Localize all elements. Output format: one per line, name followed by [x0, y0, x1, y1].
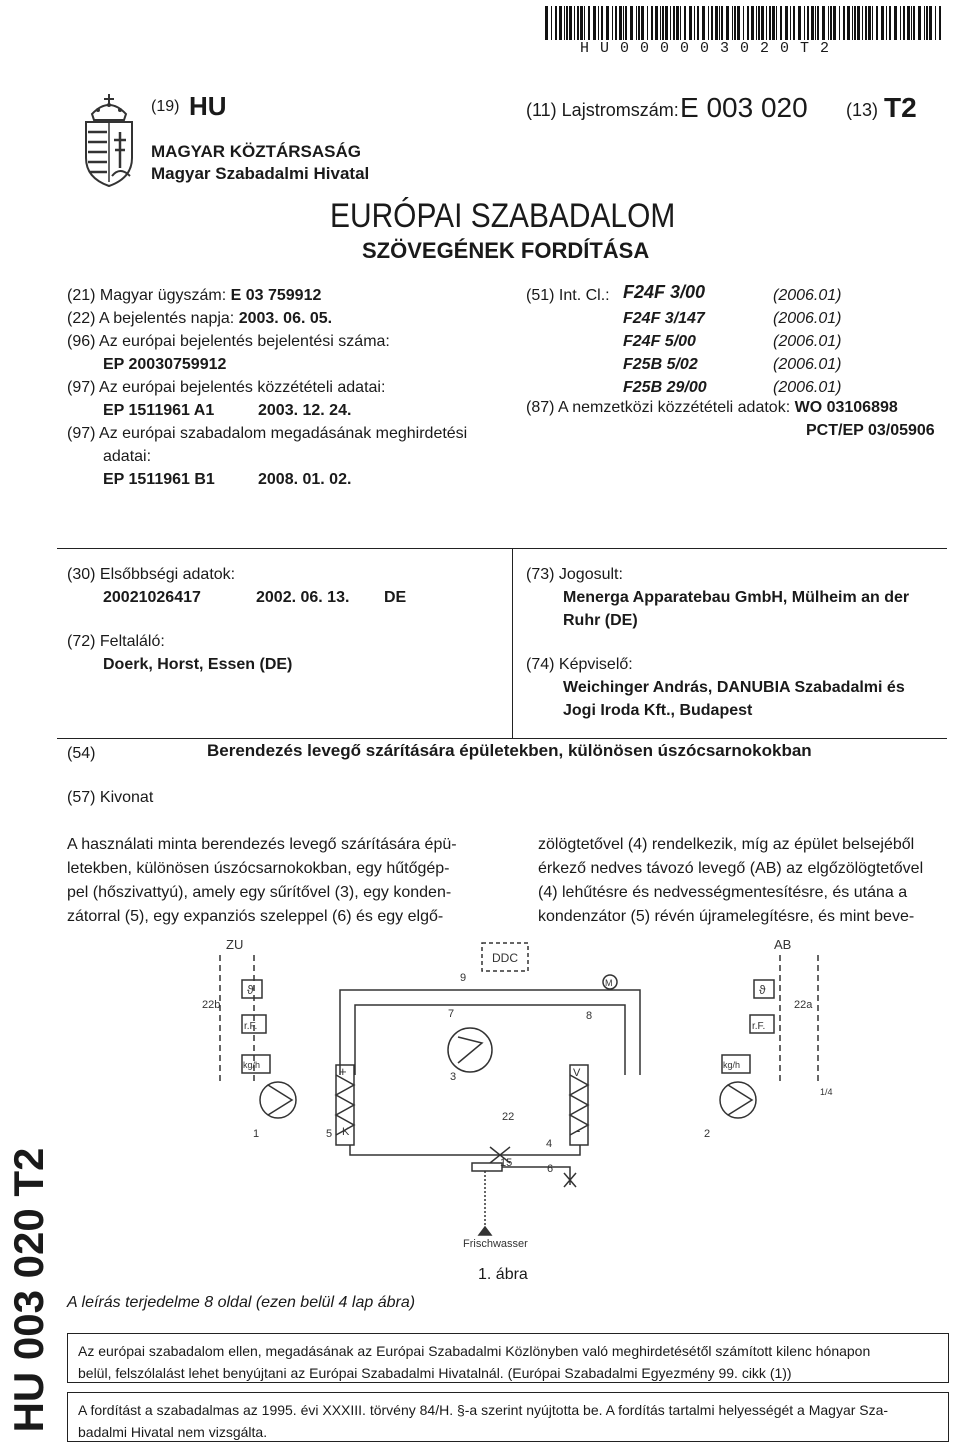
figure-label-ab: AB	[774, 937, 792, 952]
fan-symbol	[268, 1085, 292, 1115]
barcode-bar	[623, 6, 624, 40]
registration-number: E 003 020	[680, 92, 808, 123]
barcode-bar	[555, 6, 557, 40]
barcode-bar	[929, 6, 932, 40]
ipc-code: F24F 5/00	[623, 333, 696, 350]
sensor-symbol: ϑ	[247, 983, 254, 997]
barcode-bar	[734, 6, 736, 40]
barcode-bar	[612, 6, 613, 40]
notice-line: A fordítást a szabadalmas az 1995. évi XXXIII. törvény 84/H. §-a szerint nyújtotta be. A fordítás tartalmi helyességét a Magyar Sza-	[78, 1402, 889, 1418]
barcode-bar	[747, 6, 749, 40]
abstract-line: A használati minta berendezés levegő szárítására épü-	[67, 836, 457, 853]
barcode-bar	[588, 6, 590, 40]
evaporator-letter: V	[573, 1067, 581, 1079]
barcode-bar	[926, 6, 928, 40]
biblio-97a-number: EP 1511961 A1	[103, 402, 215, 419]
label-1: 1	[253, 1128, 260, 1140]
barcode-bar	[939, 6, 941, 40]
abstract-left-column	[67, 833, 501, 929]
barcode-bar	[670, 6, 671, 40]
notice-line: belül, felszólalást lehet benyújtani az Európai Szabadalmi Hivatalnál. (Európai Szabadalmi Egyezmény 99. cikk (1))	[78, 1365, 792, 1381]
sensor-symbol: r.F.	[752, 1021, 766, 1032]
barcode-bar	[689, 6, 692, 40]
ipc-version: (2006.01)	[773, 287, 842, 304]
barcode-bar	[647, 6, 648, 40]
ipc-code: F25B 29/00	[623, 379, 707, 396]
barcode-bar	[732, 6, 733, 40]
barcode-bar	[881, 6, 884, 40]
barcode	[545, 6, 945, 40]
abstract-line: zátorral (5), egy expanziós szeleppel (6) és egy elgő-	[67, 908, 444, 925]
heat-exchanger-icon	[472, 1163, 502, 1171]
registration-label: (11) Lajstromszám:	[526, 100, 679, 120]
coat-of-arms-icon	[80, 92, 138, 188]
exhaust-duct	[780, 955, 818, 1085]
ipc-version: (2006.01)	[773, 356, 842, 373]
representative-value: Weichinger András, DANUBIA Szabadalmi és	[563, 679, 905, 696]
label-22: 22	[502, 1111, 515, 1123]
barcode-bar	[886, 6, 887, 40]
notice-line: Az európai szabadalom ellen, megadásának az Európai Szabadalmi Közlönyben való meghirdetésétől számított kilenc hónapon	[78, 1343, 871, 1359]
flow-label: kg/h	[243, 1060, 261, 1070]
holder-value: Menerga Apparatebau GmbH, Mülheim an der	[563, 589, 910, 606]
barcode-bar	[843, 6, 845, 40]
barcode-bar	[697, 6, 699, 40]
barcode-bar	[918, 6, 921, 40]
barcode-bar	[822, 6, 825, 40]
label-9: 9	[460, 972, 467, 984]
barcode-bar	[828, 6, 829, 40]
water-line	[502, 1167, 570, 1185]
barcode-bar	[857, 6, 860, 40]
barcode-bar	[638, 6, 640, 40]
label-2: 2	[704, 1128, 711, 1140]
biblio-97b-date: 2008. 01. 02.	[258, 471, 352, 488]
label-15: 15	[500, 1157, 513, 1169]
barcode-bar	[660, 6, 661, 40]
ipc-code: F25B 5/02	[623, 356, 698, 373]
abstract-right-column	[538, 833, 952, 929]
biblio-97b-label: (97) Az európai szabadalom megadásának meghirdetési	[67, 425, 468, 442]
notice-line: badalmi Hivatal nem vizsgálta.	[78, 1424, 268, 1440]
biblio-97b-label-cont: adatai:	[103, 448, 152, 465]
barcode-bar	[868, 6, 871, 40]
fan-symbol	[728, 1085, 752, 1115]
sensor-symbol: ϑ	[759, 983, 766, 997]
label-6: 6	[547, 1163, 554, 1175]
coil-sign: +	[339, 1064, 347, 1079]
barcode-bar	[900, 6, 901, 40]
barcode-bar	[807, 6, 809, 40]
biblio-21: (21) Magyar ügyszám: E 03 759912	[67, 287, 322, 304]
priority-number: 20021026417	[103, 589, 201, 606]
barcode-bar	[615, 6, 617, 40]
section-divider	[57, 548, 947, 549]
flow-label: kg/h	[723, 1060, 741, 1070]
barcode-bar	[641, 6, 644, 40]
barcode-bar	[584, 6, 585, 40]
refrigerant-line	[340, 990, 640, 1075]
barcode-bar	[601, 6, 603, 40]
ddc-label: DDC	[492, 951, 518, 965]
barcode-bar	[737, 6, 740, 40]
barcode-bar	[830, 6, 832, 40]
barcode-bar	[721, 6, 723, 40]
country-name: MAGYAR KÖZTÁRSASÁG	[151, 142, 361, 161]
water-inlet-icon	[479, 1227, 491, 1235]
column-divider	[512, 548, 513, 738]
barcode-bar	[889, 6, 891, 40]
barcode-bar	[702, 6, 705, 40]
barcode-bar	[564, 6, 565, 40]
barcode-bar	[694, 6, 695, 40]
label-3: 3	[450, 1071, 457, 1083]
label-7: 7	[448, 1008, 455, 1020]
barcode-bar	[545, 6, 548, 40]
barcode-bar	[876, 6, 878, 40]
barcode-bar	[811, 6, 814, 40]
office-name: Magyar Szabadalmi Hivatal	[151, 164, 370, 183]
figure-caption: 1. ábra	[478, 1266, 528, 1283]
inventor-value: Doerk, Horst, Essen (DE)	[103, 656, 293, 673]
barcode-bar	[776, 6, 777, 40]
sensor-symbol: r.F.	[244, 1021, 258, 1032]
coil-sign: -	[576, 1123, 581, 1138]
barcode-bar	[761, 6, 764, 40]
ipc-label: (51) Int. Cl.:	[526, 287, 610, 304]
barcode-bar	[758, 6, 760, 40]
vertical-document-id: HU 003 020 T2	[5, 1147, 52, 1433]
barcode-bar	[580, 6, 583, 40]
barcode-bar	[852, 6, 853, 40]
barcode-bar	[569, 6, 572, 40]
barcode-bar	[790, 6, 791, 40]
barcode-bar	[676, 6, 679, 40]
priority-date: 2002. 06. 13.	[256, 589, 350, 606]
label-4: 4	[546, 1138, 553, 1150]
sub-title: SZÖVEGÉNEK FORDÍTÁSA	[362, 238, 650, 263]
priority-label: (30) Elsőbbségi adatok:	[67, 566, 236, 583]
barcode-bar	[726, 6, 729, 40]
abstract-line: (4) lehűtésre és nedvességmentesítésre, és utána a	[538, 884, 908, 901]
barcode-bar	[903, 6, 905, 40]
abstract-label: (57) Kivonat	[67, 789, 154, 806]
barcode-bar	[865, 6, 867, 40]
barcode-bar	[577, 6, 579, 40]
ipc-code: F24F 3/00	[623, 282, 706, 302]
biblio-87-pct: PCT/EP 03/05906	[806, 422, 935, 439]
barcode-bar	[719, 6, 720, 40]
priority-country: DE	[384, 589, 407, 606]
valve-motor-letter: M	[605, 978, 613, 988]
abstract-line: pel (hőszivattyú), amely egy sűrítővel (3), egy konden-	[67, 884, 452, 901]
country-code: HU	[189, 91, 227, 121]
biblio-97a-date: 2003. 12. 24.	[258, 402, 352, 419]
barcode-bar	[833, 6, 836, 40]
code-13: (13)	[846, 100, 879, 120]
biblio-96-value: EP 20030759912	[103, 356, 227, 373]
barcode-bar	[673, 6, 675, 40]
barcode-bar	[651, 6, 653, 40]
barcode-bar	[593, 6, 596, 40]
ipc-code: F24F 3/147	[623, 310, 705, 327]
barcode-bar	[817, 6, 819, 40]
barcode-bar	[619, 6, 622, 40]
barcode-bar	[566, 6, 568, 40]
barcode-bar	[798, 6, 801, 40]
barcode-bar	[780, 6, 782, 40]
biblio-22: (22) A bejelentés napja: 2003. 06. 05.	[67, 310, 333, 327]
barcode-bar	[680, 6, 681, 40]
label-5: 5	[326, 1128, 333, 1140]
figure-label-zu: ZU	[226, 937, 244, 952]
barcode-bar	[574, 6, 575, 40]
abstract-line: letekben, különösen úszócsarnokokban, egy hűtőgép-	[67, 860, 450, 877]
abstract-line: zölögtetővel (4) rendelkezik, míg az épület belsejéből	[538, 836, 915, 853]
barcode-bar	[559, 6, 562, 40]
barcode-bar	[766, 6, 767, 40]
barcode-bar	[772, 6, 775, 40]
ipc-version: (2006.01)	[773, 333, 842, 350]
fresh-water-label: Frischwasser	[463, 1238, 528, 1250]
biblio-87: (87) A nemzetközi közzétételi adatok: WO 03106898	[526, 399, 898, 416]
barcode-number: HU000003020T2	[580, 40, 841, 57]
barcode-bar	[684, 6, 686, 40]
biblio-97b-number: EP 1511961 B1	[103, 471, 215, 488]
label-8: 8	[586, 1010, 593, 1022]
barcode-bar	[847, 6, 850, 40]
representative-label: (74) Képviselő:	[526, 656, 633, 673]
barcode-bar	[894, 6, 897, 40]
barcode-bar	[911, 6, 912, 40]
barcode-bar	[665, 6, 668, 40]
condenser-letter: K	[342, 1126, 350, 1138]
label-22b: 22b	[202, 999, 221, 1011]
label-22a: 22a	[794, 999, 813, 1011]
barcode-bar	[743, 6, 744, 40]
biblio-96-label: (96) Az európai bejelentés bejelentési száma:	[67, 333, 390, 350]
main-title: EURÓPAI SZABADALOM	[330, 197, 676, 235]
barcode-bar	[769, 6, 771, 40]
barcode-bar	[913, 6, 915, 40]
schematic-figure	[190, 935, 840, 1265]
ipc-version: (2006.01)	[773, 379, 842, 396]
barcode-bar	[907, 6, 910, 40]
barcode-bar	[551, 6, 552, 40]
compressor-symbol	[458, 1037, 482, 1063]
barcode-bar	[708, 6, 709, 40]
barcode-bar	[839, 6, 840, 40]
barcode-bar	[854, 6, 856, 40]
opposition-notice	[67, 1333, 949, 1383]
barcode-bar	[756, 6, 757, 40]
barcode-bar	[636, 6, 637, 40]
invention-title: Berendezés levegő szárítására épületekben, különösen úszócsarnokokban	[207, 741, 812, 760]
barcode-bar	[804, 6, 805, 40]
inventor-label: (72) Feltaláló:	[67, 633, 165, 650]
barcode-bar	[598, 6, 599, 40]
code-54: (54)	[67, 745, 96, 762]
barcode-bar	[935, 6, 936, 40]
barcode-bar	[872, 6, 873, 40]
barcode-bar	[862, 6, 863, 40]
compressor-icon	[448, 1028, 492, 1072]
abstract-line: kondenzátor (5) révén újramelegítésre, és mint beve-	[538, 908, 915, 925]
barcode-bar	[625, 6, 627, 40]
barcode-bar	[630, 6, 633, 40]
holder-label: (73) Jogosult:	[526, 566, 623, 583]
biblio-97a-label: (97) Az európai bejelentés közzétételi adatai:	[67, 379, 386, 396]
holder-value-cont: Ruhr (DE)	[563, 612, 638, 629]
barcode-bar	[662, 6, 664, 40]
barcode-bar	[655, 6, 658, 40]
barcode-bar	[606, 6, 609, 40]
barcode-bar	[793, 6, 795, 40]
barcode-bar	[751, 6, 754, 40]
extent-note: A leírás terjedelme 8 oldal (ezen belül 4 lap ábra)	[67, 1294, 416, 1311]
barcode-bar	[711, 6, 713, 40]
translation-notice	[67, 1392, 949, 1442]
barcode-bar	[815, 6, 816, 40]
code-19: (19)	[151, 98, 180, 115]
abstract-line: érkező nedves távozó levegő (AB) az elgőzölögtetővel	[538, 860, 924, 877]
sheet-mark: 1/4	[820, 1087, 833, 1097]
representative-value-cont: Jogi Iroda Kft., Budapest	[563, 702, 753, 719]
barcode-bar	[785, 6, 788, 40]
document-kind: T2	[884, 92, 917, 123]
ipc-version: (2006.01)	[773, 310, 842, 327]
section-divider	[57, 738, 947, 739]
barcode-bar	[924, 6, 925, 40]
barcode-bar	[715, 6, 718, 40]
